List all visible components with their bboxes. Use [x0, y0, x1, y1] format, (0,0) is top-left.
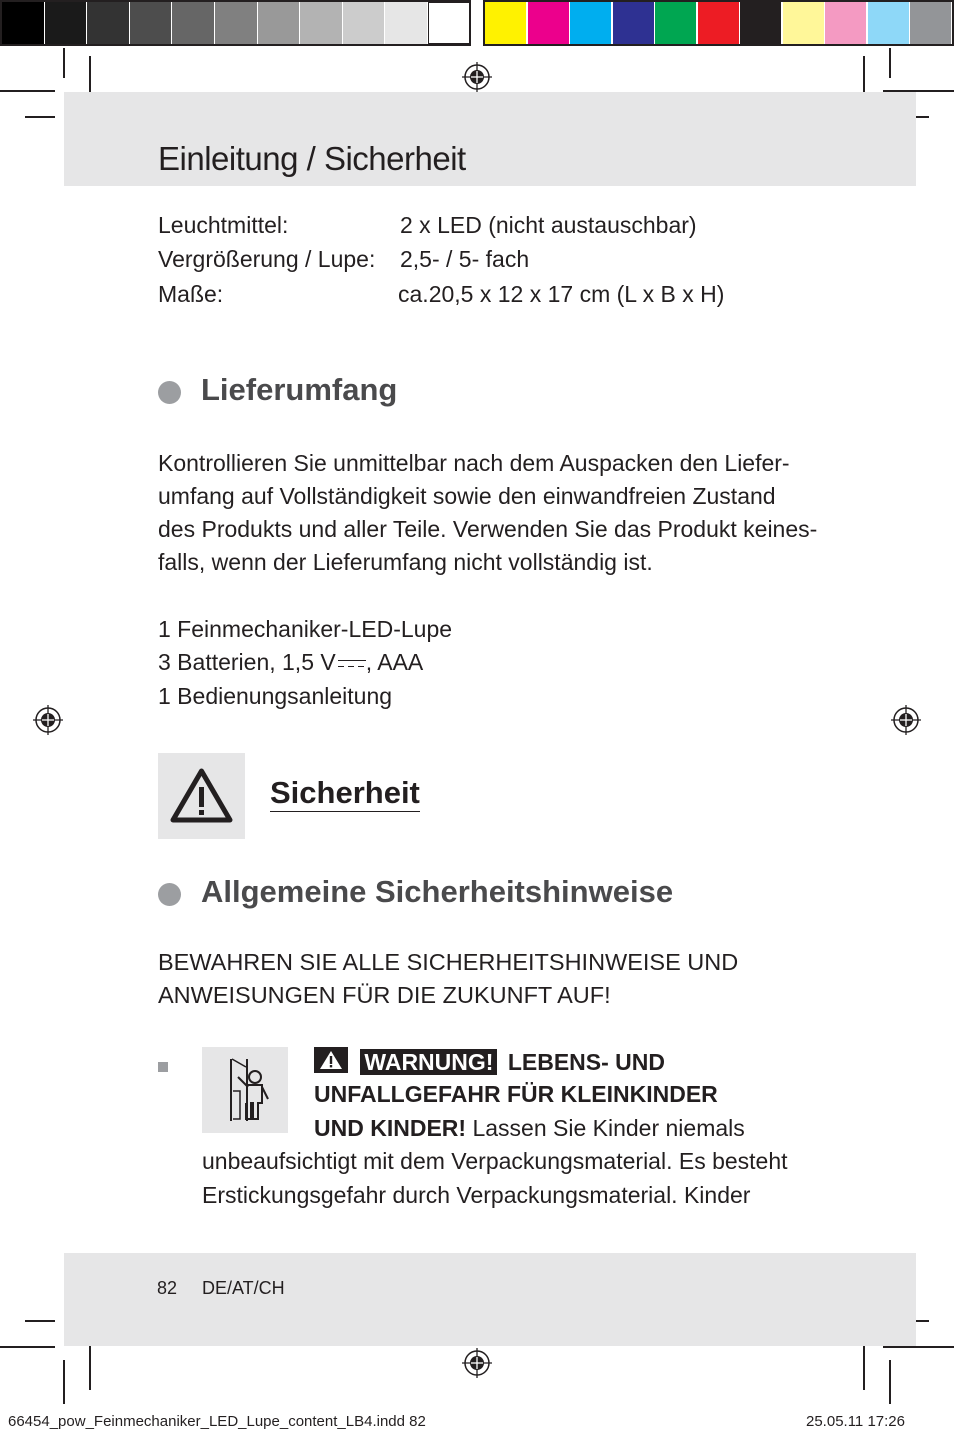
list-item: 1 Feinmechaniker-LED-Lupe	[158, 616, 453, 642]
spec-value: 2 x LED (nicht austauschbar)	[400, 212, 697, 238]
footer-band	[64, 1253, 916, 1346]
registration-mark-icon	[462, 62, 492, 92]
warning-line-1	[314, 1047, 665, 1076]
region-label: DE/AT/CH	[202, 1278, 285, 1298]
spec-value-main: 20,5 x 12 x 17 cm (L x B x H)	[428, 281, 725, 307]
warning-bold-text: UNFALLGEFAHR FÜR KLEINKINDER	[314, 1081, 718, 1107]
color-bar-frame	[0, 0, 471, 46]
lieferumfang-line: Kontrollieren Sie unmittelbar nach dem Auspacken den Liefer-	[158, 450, 790, 476]
section-heading-lieferumfang: Lieferumfang	[201, 372, 398, 407]
crop-mark	[63, 1360, 65, 1404]
child-at-window-icon	[202, 1047, 288, 1133]
warning-small-triangle-icon	[314, 1047, 348, 1073]
spec-value: 2,5- / 5- fach	[400, 246, 530, 272]
list-bullet-square	[158, 1062, 168, 1072]
crop-mark	[889, 48, 891, 78]
lieferumfang-line: falls, wenn der Lieferumfang nicht vollständig ist.	[158, 549, 653, 575]
warning-text: Lassen Sie Kinder niemals	[466, 1115, 745, 1141]
spec-label: Vergrößerung / Lupe:	[158, 246, 376, 272]
lieferumfang-line: umfang auf Vollständigkeit sowie den einwandfreien Zustand	[158, 483, 776, 509]
caps-line: ANWEISUNGEN FÜR DIE ZUKUNFT AUF!	[158, 982, 611, 1008]
registration-mark-icon	[462, 1348, 492, 1378]
warning-text: Erstickungsgefahr durch Verpackungsmaterial. Kinder	[202, 1182, 751, 1208]
crop-mark	[0, 90, 55, 92]
lieferumfang-line: des Produkts und aller Teile. Verwenden Sie das Produkt keines-	[158, 516, 818, 542]
warning-triangle-icon	[158, 753, 245, 839]
crop-mark	[25, 1320, 55, 1322]
crop-mark	[63, 48, 65, 78]
registration-mark-icon	[891, 705, 921, 735]
section-bullet	[158, 381, 181, 404]
section-heading-allgemeine: Allgemeine Sicherheitshinweise	[201, 874, 674, 909]
slug-file: 66454_pow_Feinmechaniker_LED_Lupe_content_LB4.indd 82	[8, 1413, 426, 1430]
warning-box	[158, 753, 245, 839]
section-bullet	[158, 883, 181, 906]
spec-value	[398, 281, 724, 308]
section-heading-sicherheit: Sicherheit	[270, 775, 420, 810]
crop-mark	[889, 1360, 891, 1404]
caps-line: BEWAHREN SIE ALLE SICHERHEITSHINWEISE UND	[158, 949, 739, 975]
crop-mark	[89, 1340, 91, 1390]
warning-bold-text: LEBENS- UND	[507, 1049, 665, 1075]
page-number: 82	[157, 1278, 178, 1298]
registration-mark-icon	[33, 705, 63, 735]
list-item-text: 3 Batterien, 1,5 V	[158, 649, 336, 675]
list-item: 1 Bedienungsanleitung	[158, 683, 393, 709]
warning-line-3	[314, 1115, 745, 1142]
warning-bold-text: UND KINDER!	[314, 1115, 467, 1141]
spec-label: Leuchtmittel:	[158, 212, 289, 238]
crop-mark	[883, 1346, 954, 1348]
crop-mark	[25, 116, 55, 118]
spec-label: Maße:	[158, 281, 224, 307]
page-title: Einleitung / Sicherheit	[158, 140, 466, 177]
crop-mark	[0, 1346, 55, 1348]
warning-text: unbeaufsichtigt mit dem Verpackungsmaterial. Es besteht	[202, 1148, 788, 1174]
spec-value-prefix: ca.	[398, 281, 429, 307]
crop-mark	[863, 1340, 865, 1390]
slug-date: 25.05.11 17:26	[806, 1413, 905, 1430]
list-item-text: , AAA	[365, 649, 424, 675]
dc-symbol-icon	[336, 657, 366, 671]
child-icon-box	[202, 1047, 288, 1133]
warning-label: WARNUNG!	[360, 1049, 497, 1075]
color-bar-frame	[483, 0, 954, 46]
list-item	[158, 646, 423, 680]
